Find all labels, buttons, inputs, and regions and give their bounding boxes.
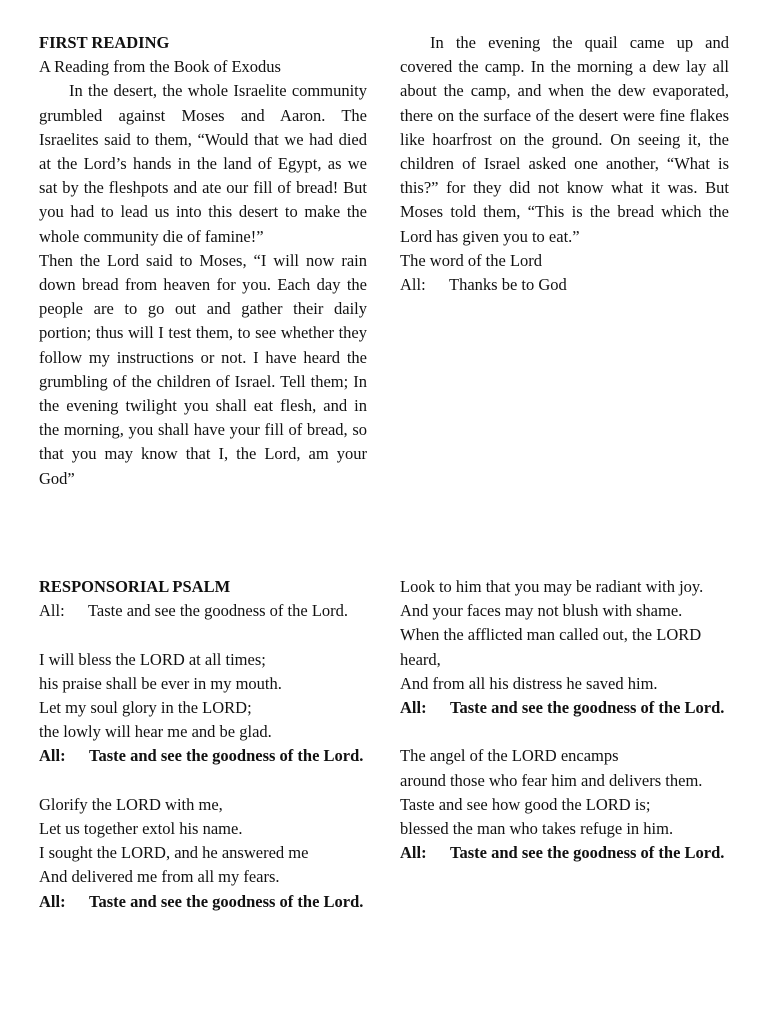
refrain-text: Taste and see the goodness of the Lord. [88, 601, 349, 621]
refrain-text: Taste and see the goodness of the Lord. [89, 746, 364, 766]
stanza-line: around those who fear him and delivers them. [400, 770, 703, 790]
psalm-refrain [39, 890, 367, 914]
refrain-label: All: [39, 601, 65, 621]
psalm-stanza-4 [400, 744, 729, 841]
refrain-label: All: [39, 891, 66, 911]
reading-source: A Reading from the Book of Exodus [39, 57, 281, 77]
stanza-line: I will bless the LORD at all times; [39, 649, 266, 669]
psalm-refrain [400, 841, 729, 865]
reading-paragraph-continued: In the evening the quail came up and covered the camp. In the morning a dew lay all about the camp, and when the dew evaporated, there on the surface of the desert were fine flakes like hoarfrost on the ground. On seeing it, the children of Israel asked one another, “What is this?” for they did not know what it was. But Moses told them, “This is the bread which the Lord has given you to eat.” [400, 33, 729, 246]
first-reading-column [39, 31, 367, 491]
stanza-line: And delivered me from all my fears. [39, 867, 280, 887]
stanza-line: Look to him that you may be radiant with joy. [400, 577, 704, 596]
psalm-opening-refrain [39, 599, 367, 623]
reading-closing: The word of the Lord [400, 250, 543, 270]
psalm-refrain [39, 744, 367, 768]
refrain-label: All: [400, 843, 427, 863]
reading-response [400, 273, 729, 297]
stanza-line: And from all his distress he saved him. [400, 673, 658, 693]
stanza-line: Taste and see how good the LORD is; [400, 794, 651, 814]
stanza-line: Let us together extol his name. [39, 819, 243, 838]
stanza-line: his praise shall be ever in my mouth. [39, 673, 282, 693]
psalm-refrain [400, 696, 729, 720]
psalm-column-left [39, 575, 367, 914]
stanza-line: Glorify the LORD with me, [39, 794, 223, 814]
refrain-label: All: [39, 746, 66, 766]
reading-paragraph-part2: Then the Lord said to Moses, “I will now rain down bread from heaven for you. Each day the people are to go out and gather their daily portion; thus will I test them, to see whether they follow my instructions or not. I have heard the grumbling of the children of Israel. Tell them; In the evening twilight you shall eat flesh, and in the morning, you shall have your fill of bread, so that you may know that I, the Lord, am your God” [39, 250, 367, 488]
stanza-line: And your faces may not blush with shame. [400, 601, 683, 621]
stanza-line: Let my soul glory in the LORD; [39, 698, 252, 717]
reading-paragraph-part1: In the desert, the whole Israelite community grumbled against Moses and Aaron. The Israelites said to them, “Would that we had died at the Lord’s hands in the land of Egypt, as we sat by the fleshpots and ate our fill of bread! But you had to lead us into this desert to make the whole community die of famine!” [39, 81, 367, 246]
stanza-line: The angel of the LORD encamps [400, 746, 619, 766]
stanza-gap [39, 769, 367, 793]
stanza-gap [400, 720, 729, 744]
psalm-column-right [400, 575, 729, 865]
stanza-line: When the afflicted man called out, the LORD heard, [400, 625, 702, 669]
stanza-gap [39, 623, 367, 647]
psalm-heading: RESPONSORIAL PSALM [39, 577, 231, 596]
refrain-text: Taste and see the goodness of the Lord. [450, 843, 725, 863]
stanza-line: I sought the LORD, and he answered me [39, 843, 309, 863]
psalm-stanza-1 [39, 648, 367, 745]
psalm-stanza-2 [39, 793, 367, 890]
refrain-text: Taste and see the goodness of the Lord. [89, 891, 364, 911]
psalm-stanza-3 [400, 575, 729, 696]
first-reading-heading: FIRST READING [39, 33, 170, 52]
reading-response-label: All: [400, 275, 426, 295]
refrain-text: Taste and see the goodness of the Lord. [450, 698, 725, 718]
refrain-label: All: [400, 698, 427, 718]
stanza-line: blessed the man who takes refuge in him. [400, 819, 674, 839]
stanza-line: the lowly will hear me and be glad. [39, 722, 272, 742]
first-reading-continued-column [400, 31, 729, 297]
reading-response-text: Thanks be to God [449, 275, 567, 295]
